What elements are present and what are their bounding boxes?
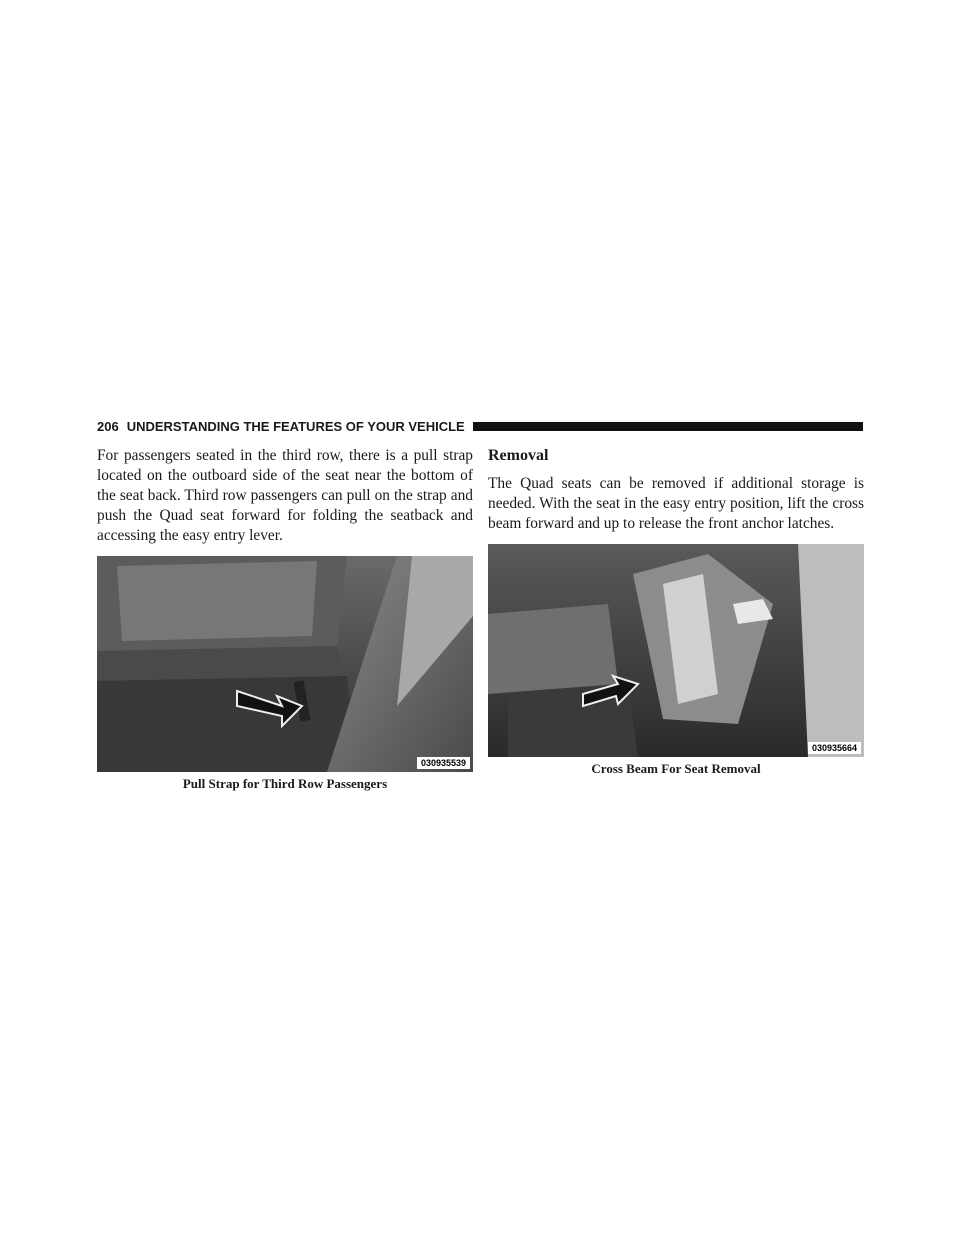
right-paragraph: The Quad seats can be removed if additional storage is needed. With the seat in the easy entry position, lift the cross beam forward and up to release the front anchor latches.	[488, 475, 864, 532]
page-header	[97, 418, 863, 434]
header-rule	[473, 422, 863, 431]
right-caption: Cross Beam For Seat Removal	[591, 761, 761, 776]
chapter-title: UNDERSTANDING THE FEATURES OF YOUR VEHICLE	[126, 418, 465, 434]
pull-strap-figure	[97, 556, 473, 772]
left-caption: Pull Strap for Third Row Passengers	[182, 776, 388, 791]
right-column	[488, 446, 864, 777]
cross-beam-figure	[488, 544, 864, 757]
figure-id-label: 030935539	[417, 757, 470, 769]
page-number: 206	[97, 418, 119, 434]
figure-id-label: 030935664	[808, 742, 861, 754]
cross-beam-illustration	[488, 544, 864, 757]
section-heading: Removal	[488, 447, 549, 464]
pull-strap-illustration	[97, 556, 473, 772]
left-column	[97, 446, 473, 792]
left-paragraph: For passengers seated in the third row, there is a pull strap located on the outboard side of the seat near the bottom of the seat back. Third row passengers can pull on the strap and push the Quad seat forward for folding the seatback and accessing the easy entry lever.	[97, 447, 473, 544]
